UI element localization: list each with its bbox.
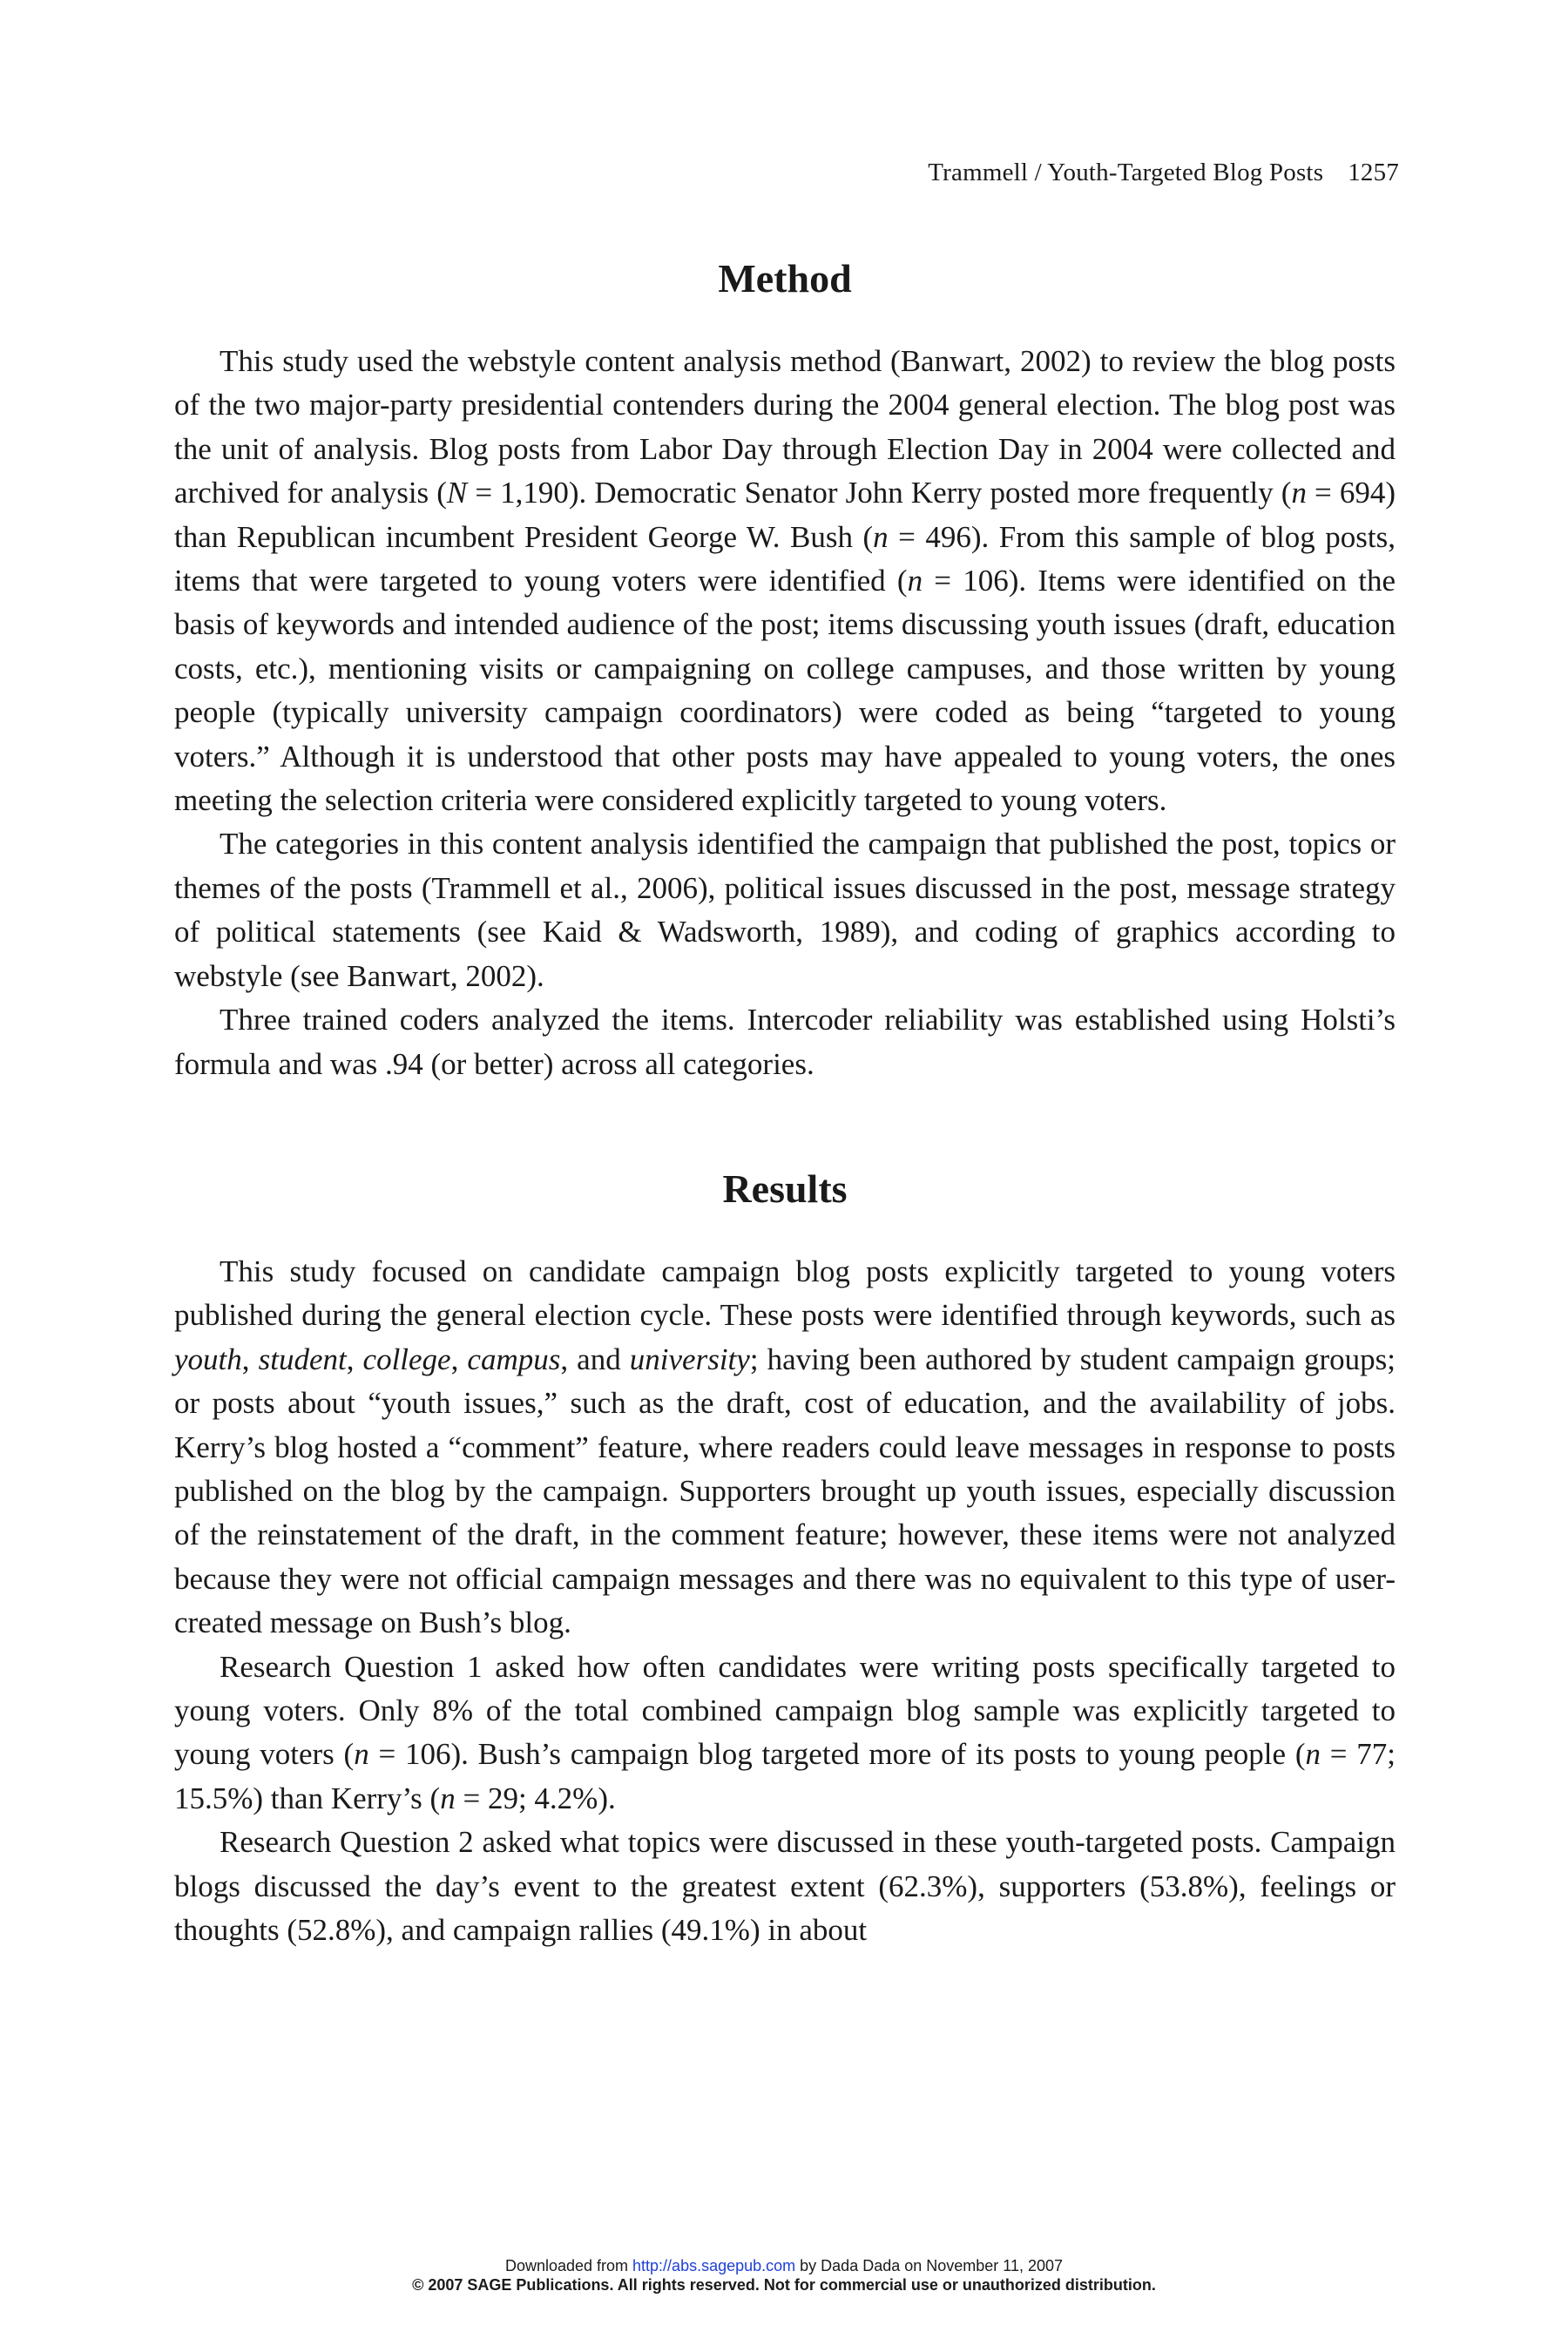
- method-heading: Method: [718, 256, 852, 301]
- results-paragraph: [174, 1250, 1396, 1646]
- italic-run: campus: [467, 1342, 561, 1376]
- italic-run: college: [362, 1342, 451, 1376]
- italic-run: n: [440, 1781, 456, 1815]
- text-run: This study used the webstyle content analysis method (Banwart, 2002) to review the blog posts of the two major-party presidential contenders during the 2004 general election. The blog post was the unit of analysis. Blog posts from Labor Day through Election Day in 2004 were collected and archived for analysis (: [174, 344, 1396, 510]
- text-run: = 106). Bush’s campaign blog targeted more of its posts to young people (: [368, 1737, 1306, 1772]
- italic-run: N: [446, 476, 468, 510]
- italic-run: n: [1291, 476, 1307, 510]
- text-run: = 496). From this sample of blog posts, items that were targeted to young voters were identified (: [174, 519, 1396, 598]
- text-run: Research Question 2 asked what topics were discussed in these youth-targeted posts. Campaign blogs discussed the day’s event to the greatest extent (62.3%), supporters (53.8%), feelings or thoughts (52.8%), and campaign rallies (49.1%) in about: [174, 1825, 1396, 1947]
- text-run: = 106). Items were identified on the basis of keywords and intended audience of the post; items discussing youth issues (draft, education costs, etc.), mentioning visits or campaigning on college campuses, and those written by young people (typically university campaign coordinators) were coded as being “targeted to young voters.” Although it is understood that other posts may have appealed to young voters, the ones meeting the selection criteria were considered explicitly targeted to young voters.: [174, 564, 1396, 818]
- method-paragraph: [174, 340, 1396, 822]
- running-title: Trammell / Youth-Targeted Blog Posts: [928, 159, 1324, 186]
- text-run: Three trained coders analyzed the items. Intercoder reliability was established using Holsti’s formula and was .94 (or better) across all categories.: [174, 1003, 1396, 1081]
- results-heading: Results: [722, 1166, 848, 1211]
- article-body: [174, 253, 1396, 1952]
- text-run: = 77; 15.5%) than Kerry’s (: [174, 1737, 1396, 1815]
- sagepub-link[interactable]: http://abs.sagepub.com: [632, 2257, 796, 2274]
- text-run: = 694) than Republican incumbent President George W. Bush (: [174, 476, 1396, 554]
- italic-run: youth: [174, 1342, 242, 1376]
- italic-run: student: [258, 1342, 347, 1376]
- text-run: The categories in this content analysis identified the campaign that published the post, topics or themes of the posts (Trammell et al., 2006), political issues discussed in the post, message strategy of political statements (see Kaid & Wadsworth, 1989), and coding of graphics according to webstyle (see Banwart, 2002).: [174, 827, 1396, 993]
- download-prefix: Downloaded from: [504, 2257, 633, 2274]
- text-run: = 1,190). Democratic Senator John Kerry posted more frequently (: [467, 476, 1292, 510]
- italic-run: n: [354, 1737, 369, 1772]
- page-number: 1257: [1348, 159, 1399, 186]
- method-paragraph: [174, 998, 1396, 1086]
- method-paragraph: [174, 822, 1396, 998]
- italic-run: university: [629, 1342, 750, 1376]
- download-suffix: by Dada Dada on November 11, 2007: [795, 2257, 1064, 2274]
- download-footer: [0, 2256, 1568, 2295]
- italic-run: n: [1305, 1737, 1321, 1772]
- copyright-notice: © 2007 SAGE Publications. All rights reserved. Not for commercial use or unauthorized distribution.: [412, 2276, 1156, 2294]
- running-head: [928, 159, 1399, 187]
- results-section: [174, 1250, 1396, 1953]
- text-run: ,: [346, 1342, 363, 1376]
- text-run: Research Question 1 asked how often candidates were writing posts specifically targeted to young voters. Only 8% of the total combined campaign blog sample was explicitly targeted to young voters (: [174, 1649, 1396, 1772]
- results-paragraph: [174, 1646, 1396, 1821]
- method-section: [174, 340, 1396, 1086]
- download-notice: [0, 2256, 1568, 2275]
- text-run: ; having been authored by student campaign groups; or posts about “youth issues,” such as the draft, cost of education, and the availability of jobs. Kerry’s blog hosted a “comment” feature, where readers could leave messages in response to posts published on the blog by the campaign. Supporters brought up youth issues, especially discussion of the reinstatement of the draft, in the comment feature; however, these items were not analyzed because they were not official campaign messages and there was no equivalent to this type of user-created message on Bush’s blog.: [174, 1342, 1396, 1640]
- text-run: = 29; 4.2%).: [455, 1781, 616, 1815]
- text-run: This study focused on candidate campaign blog posts explicitly targeted to young voters published during the general election cycle. These posts were identified through keywords, such as: [174, 1254, 1396, 1333]
- text-run: ,: [241, 1342, 259, 1376]
- text-run: ,: [450, 1342, 468, 1376]
- italic-run: n: [873, 519, 889, 554]
- italic-run: n: [907, 564, 923, 598]
- results-paragraph: [174, 1821, 1396, 1952]
- text-run: , and: [560, 1342, 630, 1376]
